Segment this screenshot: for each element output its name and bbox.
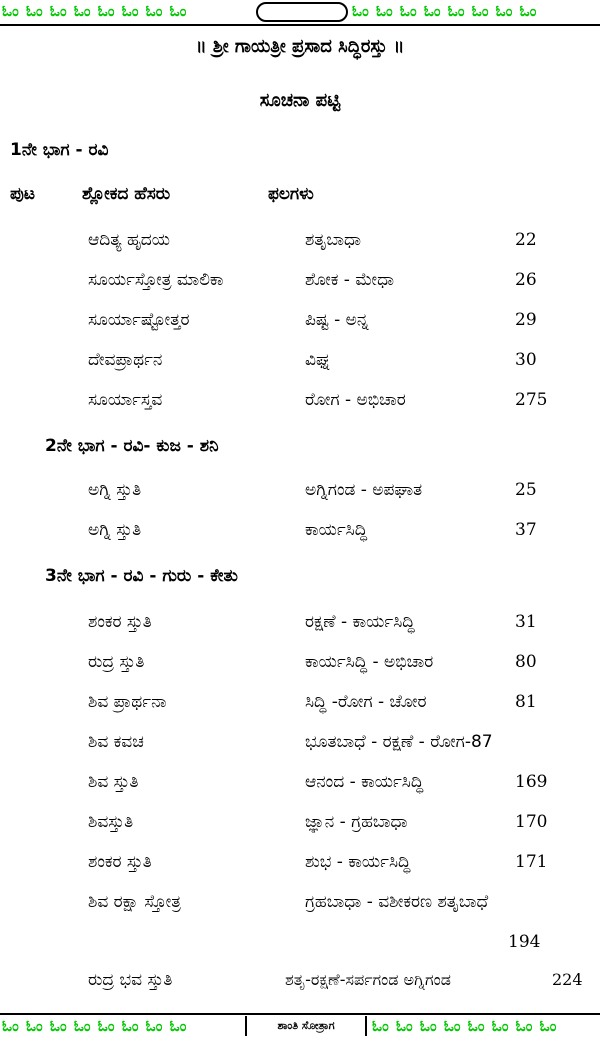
bottom-border-om-left: ಓಂ ಓಂ ಓಂ ಓಂ ಓಂ ಓಂ ಓಂ ಓಂ <box>2 1017 188 1035</box>
list-item <box>0 852 600 886</box>
sloka-name: ಶಿವ ಕವಚ <box>88 732 144 752</box>
sloka-result: ರೋಗ - ಅಭಿಚಾರ <box>305 390 406 410</box>
list-item <box>0 652 600 686</box>
sloka-name: ಅಗ್ನಿ ಸ್ತುತಿ <box>88 480 142 500</box>
invocation-line: ॥ ಶ್ರೀ ಗಾಯತ್ರೀ ಪ್ರಸಾದ ಸಿದ್ಧಿರಸ್ತು ॥ <box>195 36 405 57</box>
column-header-result: ಫಲಗಳು <box>268 184 314 204</box>
sloka-page: 30 <box>515 350 537 370</box>
top-border-om-left: ಓಂ ಓಂ ಓಂ ಓಂ ಓಂ ಓಂ ಓಂ ಓಂ <box>2 2 188 20</box>
sloka-page: 81 <box>515 692 537 712</box>
sloka-result: ಕಾರ್ಯಸಿದ್ಧಿ - ಅಭಿಚಾರ <box>305 652 434 672</box>
list-item <box>0 520 600 554</box>
sloka-result: ಶತೃಬಾಧಾ <box>305 230 361 250</box>
sloka-name: ಶಿವ ರಕ್ಷಾ ಸ್ತೋತ್ರ <box>88 892 181 912</box>
list-item <box>0 390 600 424</box>
sloka-page: 171 <box>515 852 548 872</box>
sloka-page: 22 <box>515 230 537 250</box>
sloka-result: ಗ್ರಹಬಾಧಾ - ವಶೀಕರಣ ಶತೃಬಾಧೆ <box>305 892 489 912</box>
top-border <box>0 0 600 26</box>
bottom-border <box>0 1013 600 1041</box>
sloka-page: 169 <box>515 772 548 792</box>
sloka-result: ಶತೃ-ರಕ್ಷಣೆ-ಸರ್ಪಗಂಡ ಅಗ್ನಿಗಂಡ <box>285 970 451 989</box>
sloka-name: ಶಿವ ಪ್ರಾರ್ಥನಾ <box>88 692 167 712</box>
list-item <box>0 812 600 846</box>
list-item <box>0 230 600 264</box>
sloka-name: ದೇವಪ್ರಾರ್ಥನ <box>88 350 163 370</box>
list-item <box>0 310 600 344</box>
column-header-name: ಶ್ಲೋಕದ ಹೆಸರು <box>82 184 171 204</box>
sloka-result: ಭೂತಬಾಧೆ - ರಕ್ಷಣೆ - ರೋಗ-87 <box>305 732 493 752</box>
sloka-result: ವಿಘ್ನ <box>305 350 332 370</box>
sloka-name: ಅಗ್ನಿ ಸ್ತುತಿ <box>88 520 142 540</box>
page-title: ಸೂಚನಾ ಪಟ್ಟಿ <box>259 90 341 111</box>
sloka-page: 31 <box>515 612 537 632</box>
section-1-heading: 1ನೇ ಭಾಗ - ರವಿ <box>10 140 109 160</box>
list-item <box>0 270 600 304</box>
sloka-page: 25 <box>515 480 537 500</box>
list-item-continuation <box>0 932 600 966</box>
sloka-result: ಪಿಷ್ಟ - ಅನ್ನ <box>305 310 369 330</box>
bottom-border-om-right: ಓಂ ಓಂ ಓಂ ಓಂ ಓಂ ಓಂ ಓಂ ಓಂ <box>372 1017 558 1035</box>
list-item <box>0 892 600 926</box>
column-header-page: ಪುಟ <box>10 184 35 204</box>
sloka-result: ಶೋಕ - ಮೇಧಾ <box>305 270 395 290</box>
list-item <box>0 692 600 726</box>
sloka-page: 37 <box>515 520 537 540</box>
section-3-heading: 3ನೇ ಭಾಗ - ರವಿ - ಗುರು - ಕೇತು <box>45 566 238 586</box>
section-2-heading: 2ನೇ ಭಾಗ - ರವಿ- ಕುಜ - ಶನಿ <box>45 436 219 456</box>
sloka-result: ಆನಂದ - ಕಾರ್ಯಸಿದ್ಧಿ <box>305 772 424 792</box>
sloka-page: 194 <box>508 932 541 952</box>
list-item <box>0 350 600 384</box>
sloka-result: ಶುಭ - ಕಾರ್ಯಸಿದ್ಧಿ <box>305 852 411 872</box>
sloka-page: 224 <box>552 970 583 989</box>
sloka-name: ಆದಿತ್ಯ ಹೃದಯ <box>88 230 170 250</box>
sloka-result: ಅಗ್ನಿಗಂಡ - ಅಪಘಾತ <box>305 480 423 500</box>
list-item <box>0 772 600 806</box>
list-item <box>0 612 600 646</box>
sloka-page: 26 <box>515 270 537 290</box>
top-border-om-right: ಓಂ ಓಂ ಓಂ ಓಂ ಓಂ ಓಂ ಓಂ ಓಂ <box>352 2 538 20</box>
sloka-name: ಶಂಕರ ಸ್ತುತಿ <box>88 612 152 632</box>
sloka-name: ಸೂರ್ಯಸ್ತೋತ್ರ ಮಾಲಿಕಾ <box>88 270 224 290</box>
sloka-name: ಶಂಕರ ಸ್ತುತಿ <box>88 852 152 872</box>
sloka-result: ರಕ್ಷಣೆ - ಕಾರ್ಯಸಿದ್ಧಿ <box>305 612 415 632</box>
list-item <box>0 732 600 766</box>
sloka-name: ಸೂರ್ಯಾಸ್ತವ <box>88 390 163 410</box>
sloka-result: ಸಿದ್ಧಿ -ರೋಗ - ಚೋರ <box>305 692 427 712</box>
top-border-oval <box>256 2 348 22</box>
sloka-page: 275 <box>515 390 548 410</box>
list-item <box>0 480 600 514</box>
sloka-name: ರುದ್ರ ಭವ ಸ್ತುತಿ <box>88 970 173 990</box>
sloka-name: ಶಿವಸ್ತುತಿ <box>88 812 134 832</box>
sloka-name: ಸೂರ್ಯಾಷ್ಟೋತ್ತರ <box>88 310 190 330</box>
sloka-page: 80 <box>515 652 537 672</box>
list-item <box>0 970 600 1004</box>
bottom-border-label: ಶಾಂತಿ ಸೋತ್ರಾಗ <box>245 1016 367 1036</box>
sloka-name: ಶಿವ ಸ್ತುತಿ <box>88 772 139 792</box>
sloka-page: 170 <box>515 812 548 832</box>
sloka-result: ಜ್ಞಾನ - ಗ್ರಹಬಾಧಾ <box>305 812 408 832</box>
sloka-result: ಕಾರ್ಯಸಿದ್ಧಿ <box>305 520 368 540</box>
sloka-name: ರುದ್ರ ಸ್ತುತಿ <box>88 652 145 672</box>
sloka-page: 29 <box>515 310 537 330</box>
